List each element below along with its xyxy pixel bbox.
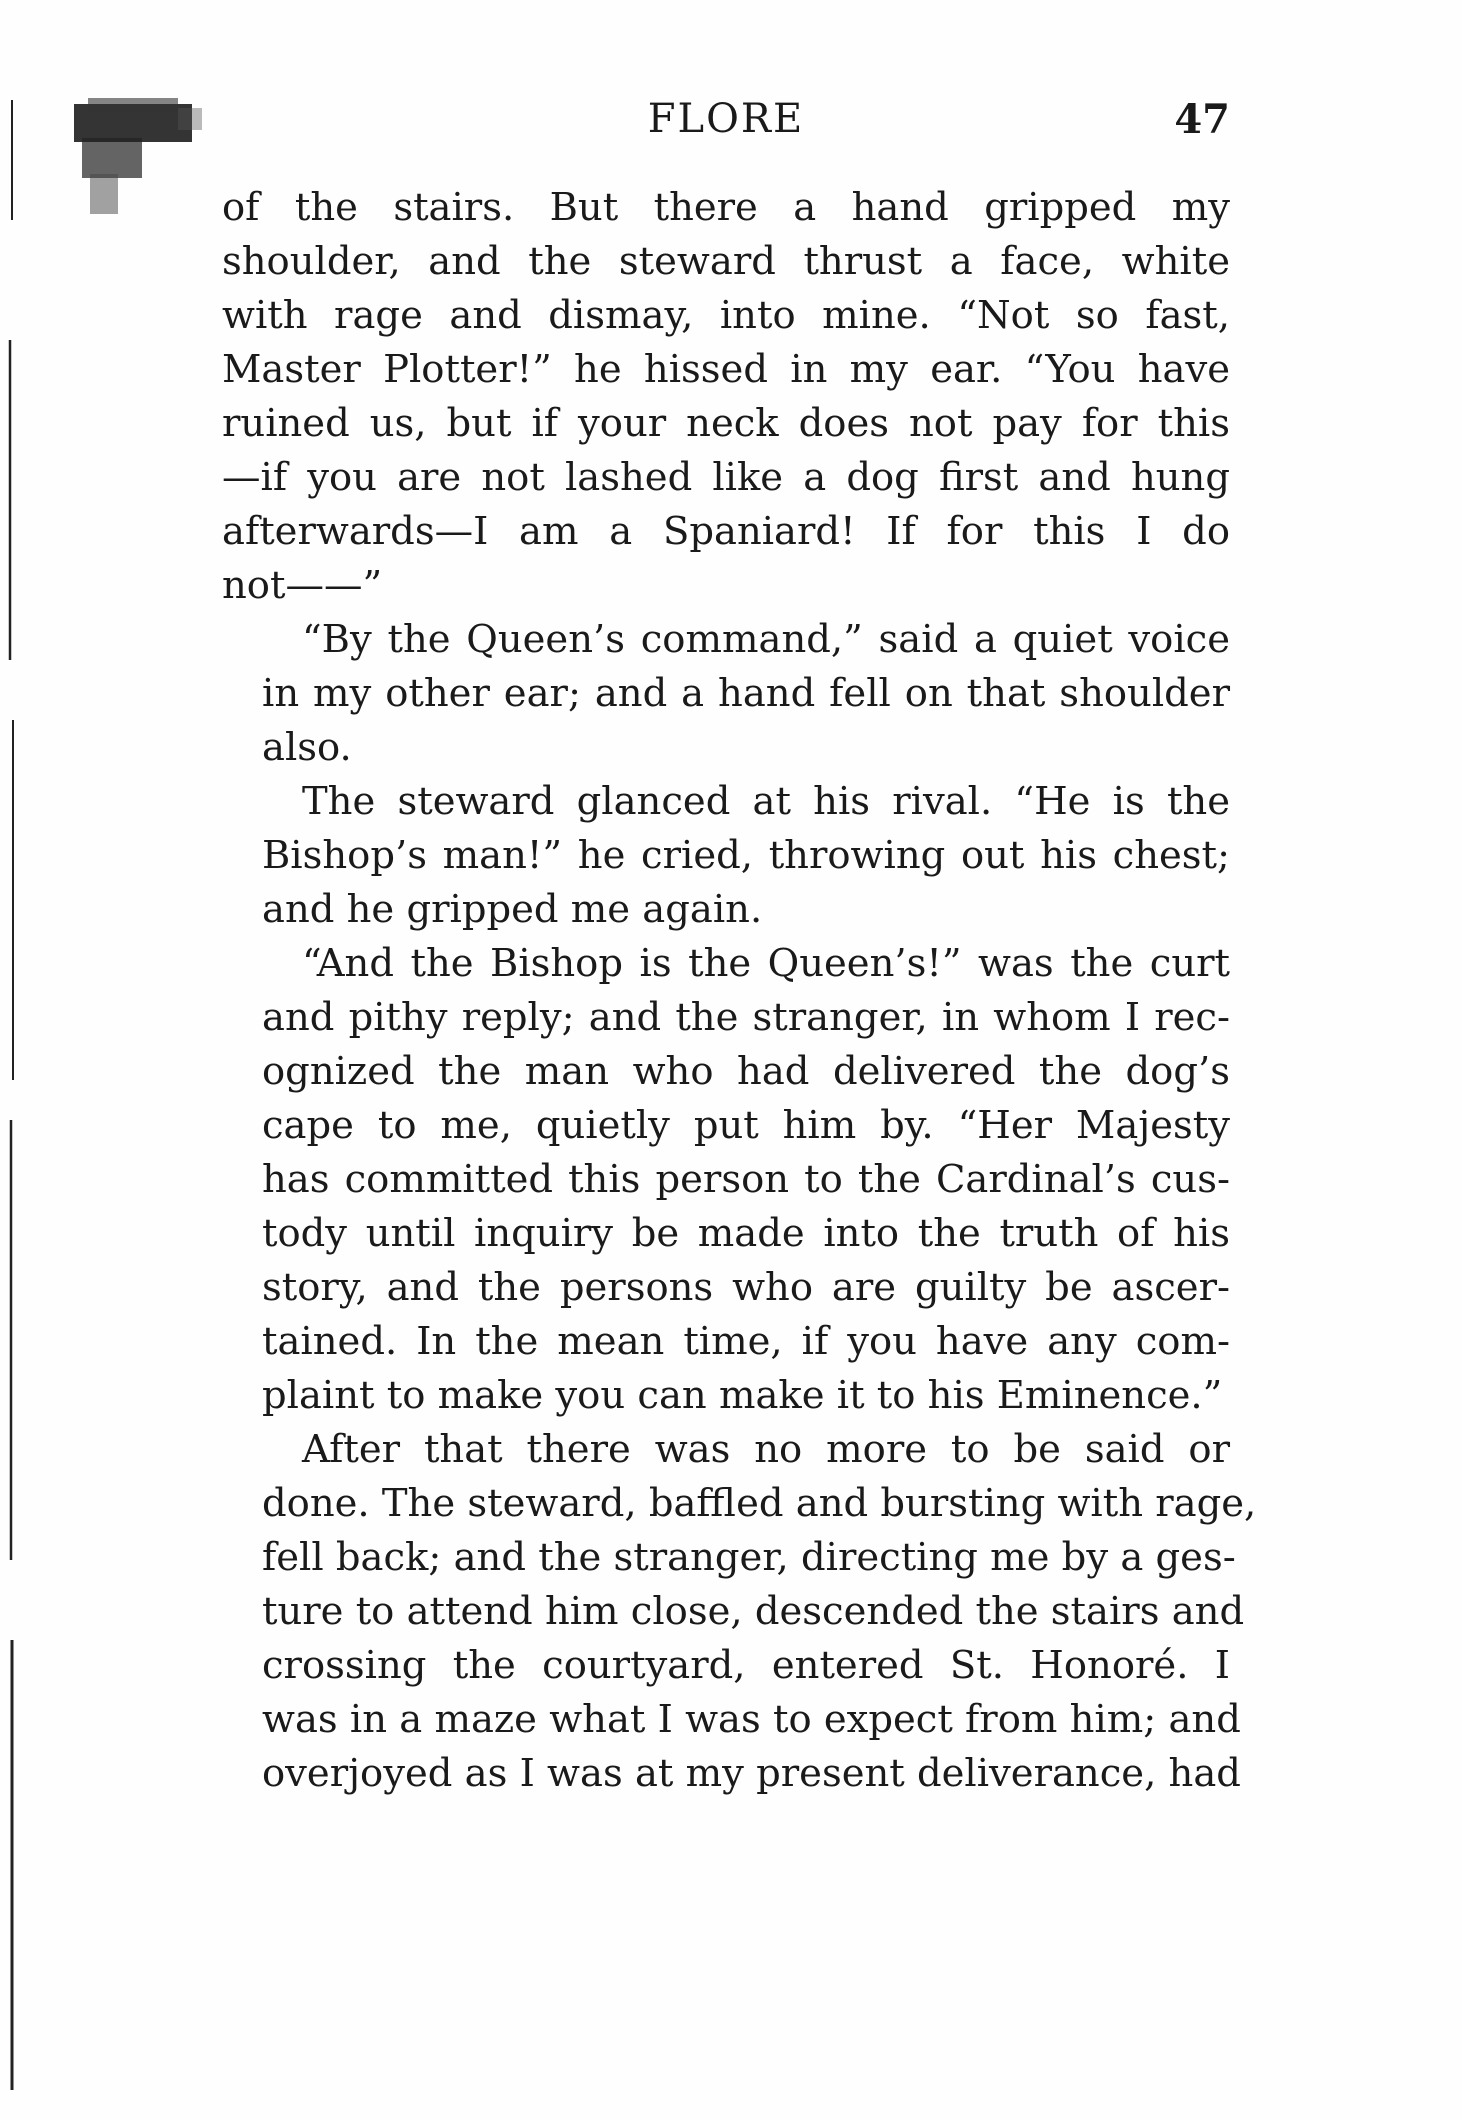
paragraph [222, 613, 1230, 775]
text-line: and he gripped me again. [262, 887, 763, 932]
text-line: cape to me, quietly put him by. “Her Majesty [262, 1103, 1230, 1148]
text-line: and pithy reply; and the stranger, in whom I rec- [262, 995, 1230, 1040]
text-line: tody until inquiry be made into the truth of his [262, 1211, 1230, 1256]
text-line: After that there was no more to be said or [302, 1427, 1230, 1472]
text-line: fell back; and the stranger, directing me by a ges- [262, 1535, 1236, 1580]
text-line: overjoyed as I was at my present deliverance, had [262, 1751, 1241, 1796]
text-line: “And the Bishop is the Queen’s!” was the curt [302, 941, 1230, 986]
text-line: shoulder, and the steward thrust a face, white [222, 239, 1230, 284]
text-line: crossing the courtyard, entered St. Honoré. I [262, 1643, 1230, 1688]
page-number: 47 [1174, 96, 1230, 143]
text-line: story, and the persons who are guilty be ascer- [262, 1265, 1230, 1310]
paragraph [222, 937, 1230, 1423]
text-line: not——” [222, 563, 383, 608]
text-line: with rage and dismay, into mine. “Not so fast, [222, 293, 1230, 338]
text-line: The steward glanced at his rival. “He is the [302, 779, 1230, 824]
body-text [222, 181, 1257, 1801]
text-line: ture to attend him close, descended the stairs and [262, 1589, 1245, 1634]
text-line: of the stairs. But there a hand gripped my [222, 185, 1230, 230]
paragraph [222, 1423, 1257, 1801]
paragraph [222, 181, 1230, 613]
text-line: also. [262, 725, 352, 770]
text-line: Master Plotter!” he hissed in my ear. “You have [222, 347, 1230, 392]
text-line: has committed this person to the Cardinal’s cus- [262, 1157, 1230, 1202]
text-line: plaint to make you can make it to his Eminence.” [262, 1373, 1223, 1418]
text-line: tained. In the mean time, if you have any com- [262, 1319, 1230, 1364]
text-line: ognized the man who had delivered the dog’s [262, 1049, 1230, 1094]
running-head [222, 96, 1230, 156]
text-line: —if you are not lashed like a dog first and hung [222, 455, 1230, 500]
text-line: afterwards—I am a Spaniard! If for this I do [222, 509, 1230, 554]
running-title: FLORE [647, 96, 805, 142]
text-line: Bishop’s man!” he cried, throwing out his chest; [262, 833, 1230, 878]
paragraph [222, 775, 1230, 937]
text-line: done. The steward, baffled and bursting with rage, [262, 1481, 1257, 1526]
text-line: “By the Queen’s command,” said a quiet voice [302, 617, 1230, 662]
text-line: was in a maze what I was to expect from him; and [262, 1697, 1241, 1742]
scan-binding-edge [0, 100, 30, 2100]
scan-ink-blot [68, 94, 210, 234]
text-line: in my other ear; and a hand fell on that shoulder [262, 671, 1230, 716]
text-line: ruined us, but if your neck does not pay for this [222, 401, 1230, 446]
